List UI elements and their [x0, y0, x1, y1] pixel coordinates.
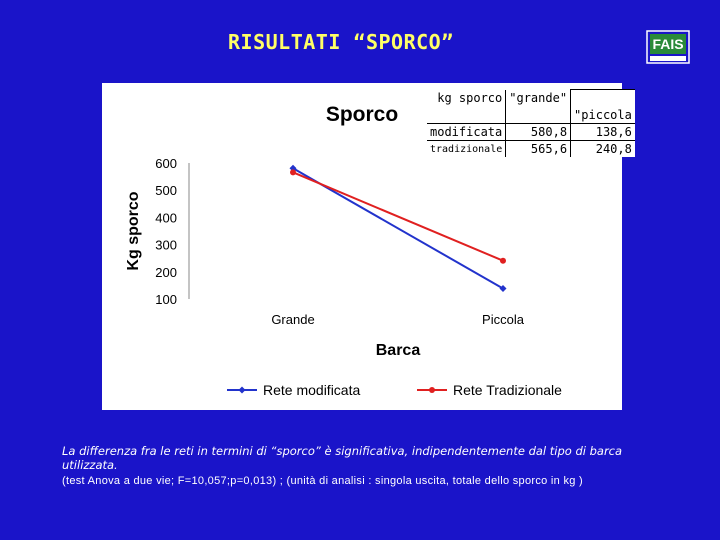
table-header-cell: "piccola: [571, 90, 635, 124]
table-row: [427, 124, 635, 141]
x-tick-label: Piccola: [482, 312, 524, 327]
legend-label: Rete Tradizionale: [453, 382, 562, 398]
legend-marker-diamond: [239, 387, 246, 394]
table-cell: 240,8: [571, 141, 635, 158]
table-row-label: modificata: [427, 124, 506, 141]
svg-text:FAIS: FAIS: [652, 36, 684, 52]
table-cell: 565,6: [506, 141, 571, 158]
data-point-circle: [500, 258, 506, 264]
series-layer: [290, 165, 507, 292]
table-header-row: [427, 90, 635, 124]
table-header-cell: kg sporco: [427, 90, 506, 124]
logo-icon: [646, 30, 690, 64]
caption-significance: La differenza fra le reti in termini di “sporco” è significativa, indipendentemente dal tipo di barca utilizzata.: [62, 444, 623, 472]
table-header-cell: "grande": [506, 90, 571, 124]
y-tick-label: 100: [155, 292, 177, 307]
table-row-label: tradizionale: [427, 141, 506, 158]
y-tick-label: 600: [155, 156, 177, 171]
y-tick-label: 500: [155, 183, 177, 199]
x-tick-label: Grande: [271, 312, 315, 327]
caption-test-details: (test Anova a due vie; F=10,057;p=0,013) ; (unità di analisi : singola uscita, totale dello sporco in kg ): [62, 475, 583, 487]
table-cell: 580,8: [506, 124, 571, 141]
table-row: [427, 141, 635, 158]
x-tick-labels: [271, 312, 524, 327]
data-table: [427, 89, 635, 157]
table-cell: 138,6: [571, 124, 635, 141]
y-tick-label: 200: [155, 264, 177, 280]
slide-title: RISULTATI “SPORCO”: [228, 30, 454, 54]
y-axis-title: Kg sporco: [125, 191, 142, 271]
y-tick-label: 400: [155, 210, 177, 226]
legend-marker-circle: [429, 387, 435, 393]
y-tick-labels: [155, 156, 177, 307]
y-tick-label: 300: [155, 237, 177, 253]
x-axis-title: Barca: [375, 342, 421, 359]
legend-label: Rete modificata: [263, 382, 361, 398]
chart-title: Sporco: [325, 103, 399, 126]
legend: [227, 382, 562, 398]
data-point-circle: [290, 169, 296, 175]
series-line: [293, 172, 503, 260]
